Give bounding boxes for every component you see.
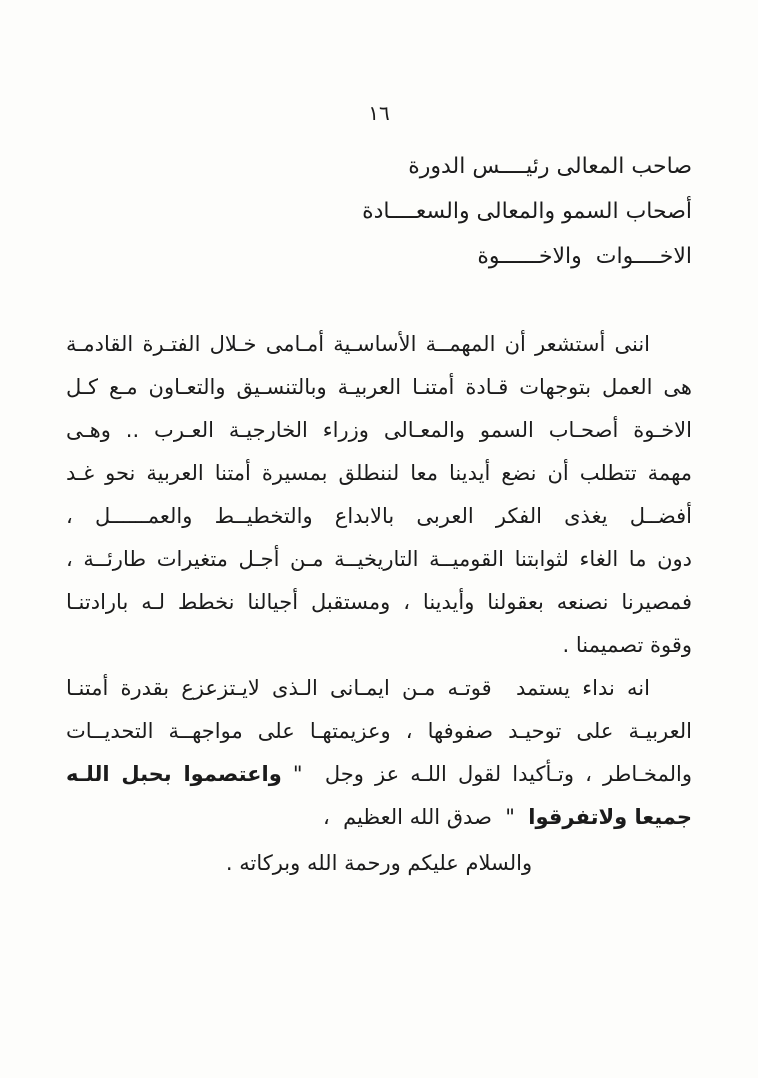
paragraph-1-line xyxy=(66,409,692,452)
letter-body xyxy=(66,323,692,839)
text-segment: فمصيرنا نصنعه بعقولنا وأيدينا ، ومستقبل أجيالنا نخطط لـه بارادتنـا xyxy=(66,590,692,614)
paragraph-1-line xyxy=(66,538,692,581)
paragraph-1-line xyxy=(66,323,692,366)
text-segment: الاخـوة أصحـاب السمو والمعـالى وزراء الخارجيـة العـرب .. وهـى xyxy=(66,418,692,442)
paragraph-2-line xyxy=(66,667,692,710)
salutation-line: صاحب المعالى رئيــــس الدورة xyxy=(408,154,692,179)
text-segment: " صدق الله العظيم ، xyxy=(322,805,529,829)
text-segment: مهمة تتطلب أن نضع أيدينا معا لننطلق بمسيرة أمتنا العربية نحو غـد xyxy=(66,461,692,485)
quran-quote-segment: واعتصموا بحبل اللـه xyxy=(66,762,282,786)
salutation-line: أصحاب السمو والمعالى والسعــــادة xyxy=(362,199,692,224)
text-segment: والمخـاطر ، وتـأكيدا لقول اللـه عز وجل " xyxy=(281,762,692,786)
paragraph-1-line xyxy=(66,581,692,624)
text-segment: أفضــل يغذى الفكر العربى بالابداع والتخطيــط والعمــــــل ، xyxy=(66,504,692,528)
text-segment: العربيـة على توحيـد صفوفها ، وعزيمتهـا على مواجهــة التحديــات xyxy=(66,719,692,743)
paragraph-2-line xyxy=(66,796,692,839)
text-segment: دون ما الغاء لثوابتنا القوميــة التاريخيــة مـن أجـل متغيرات طارئــة ، xyxy=(66,547,692,571)
text-segment: اننى أستشعر أن المهمــة الأساسـية أمـامى خـلال الفتـرة القادمـة xyxy=(66,332,650,356)
paragraph-1-line xyxy=(66,495,692,538)
text-segment: هى العمل بتوجهات قـادة أمتنـا العربيـة وبالتنسـيق والتعـاون مـع كـل xyxy=(66,375,692,399)
letter-salutation-block xyxy=(66,144,692,279)
paragraph-2-line xyxy=(66,753,692,796)
text-segment: انه نداء يستمد قوتـه مـن ايمـانى الـذى لايـتزعزع بقدرة أمتنـا xyxy=(66,676,650,700)
paragraph-1-line xyxy=(66,366,692,409)
quran-quote-segment: جميعا ولاتفرقوا xyxy=(528,805,692,829)
salutation-line: الاخــــوات والاخــــــوة xyxy=(477,244,692,269)
paragraph-1-line xyxy=(66,452,692,495)
paragraph-2-line xyxy=(66,710,692,753)
letter-closing-line: والسلام عليكم ورحمة الله وبركاته . xyxy=(225,851,533,875)
paragraph-1-line xyxy=(66,624,692,667)
page-number: ١٦ xyxy=(368,101,390,125)
text-segment: وقوة تصميمنا . xyxy=(562,633,692,657)
